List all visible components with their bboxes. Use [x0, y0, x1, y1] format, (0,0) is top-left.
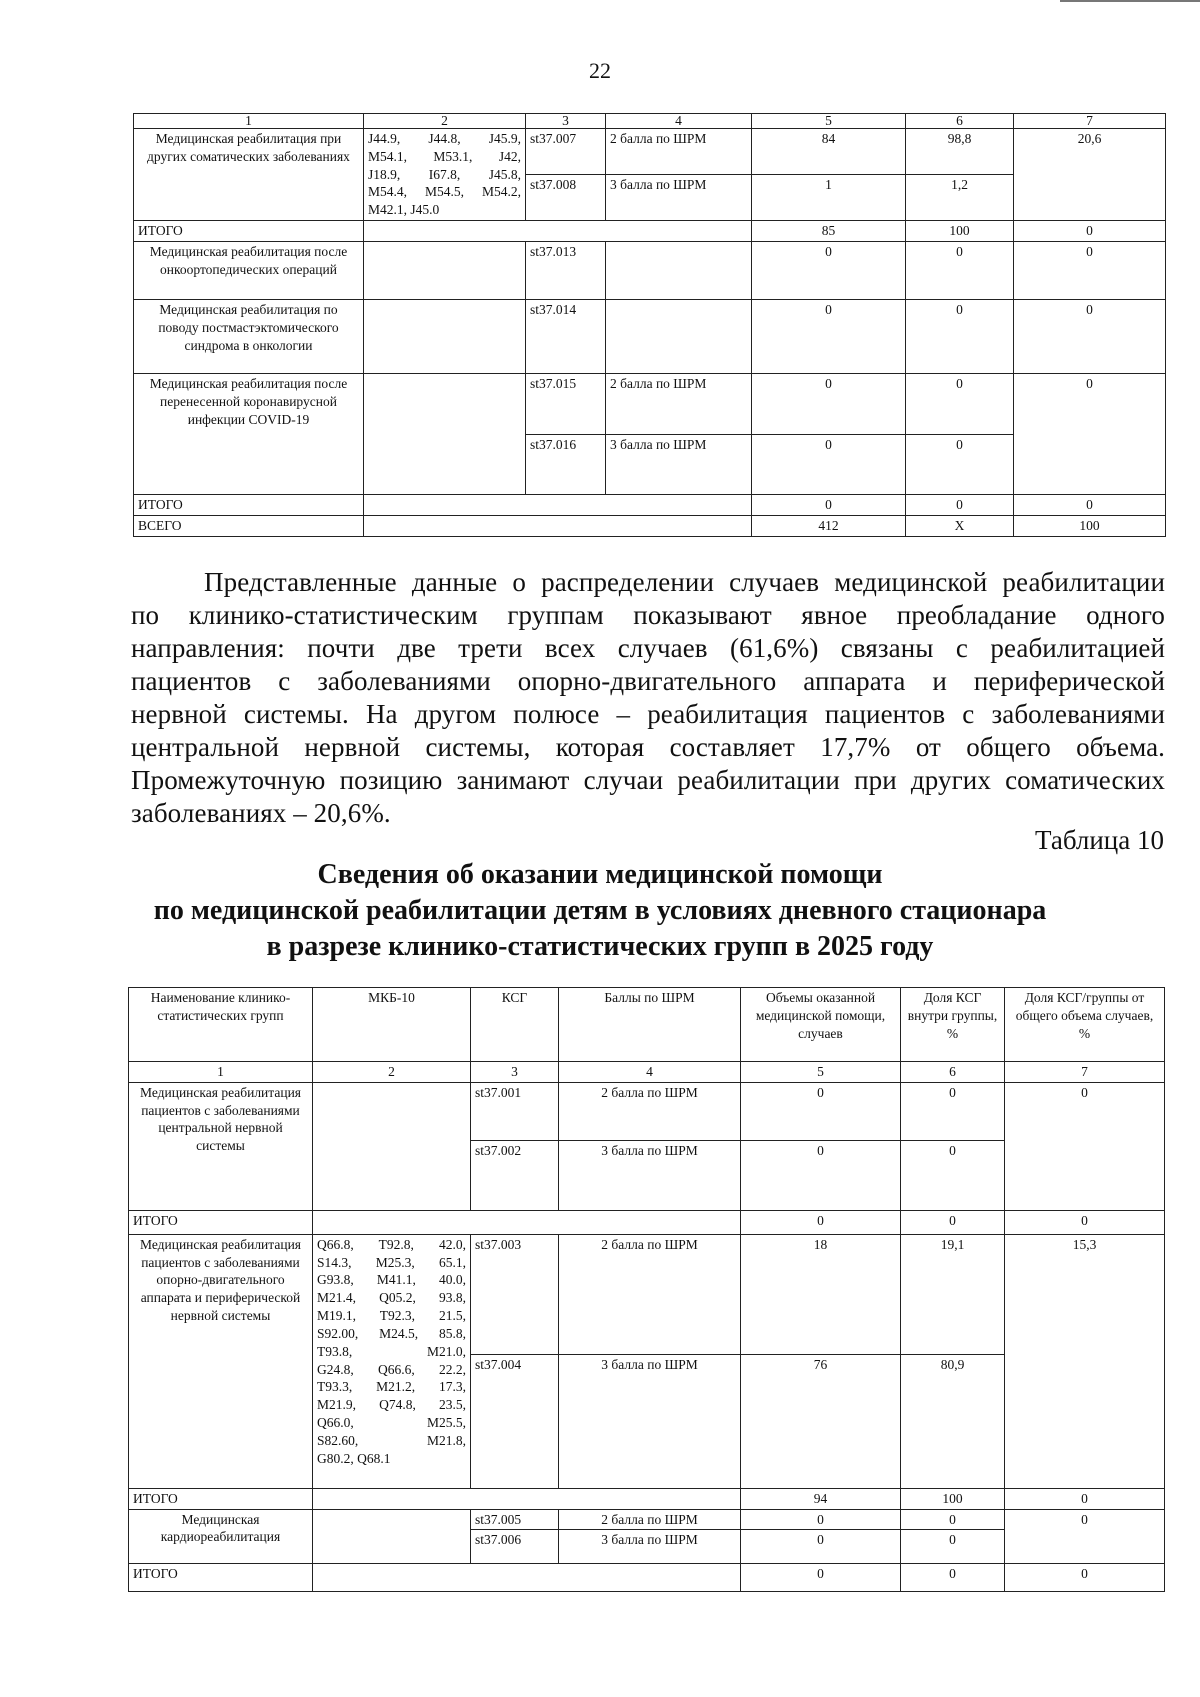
ksg-code: st37.007 — [526, 129, 606, 175]
table-row — [129, 1234, 1165, 1354]
icd-code-line: S14.3, M25.3, 65.1, — [317, 1254, 466, 1270]
cases-count: 76 — [741, 1354, 901, 1488]
empty-cell — [313, 1564, 741, 1592]
icd-code-line: Q66.8, T92.8, 42.0, — [317, 1236, 466, 1252]
itogo-label: ИТОГО — [129, 1210, 313, 1234]
cases-count: 0 — [752, 495, 906, 516]
group-name: Медицинская кардиореабилитация — [129, 1509, 313, 1564]
paragraph-line: центральной нервной системы, которая составляет 17,7% от общего объема. — [131, 732, 1165, 762]
group-share: 0 — [901, 1564, 1005, 1592]
empty-cell — [364, 221, 752, 242]
total-share: 0 — [1014, 374, 1166, 495]
cases-count: 85 — [752, 221, 906, 242]
table-row — [129, 1082, 1165, 1140]
srm-score: 3 балла по ШРМ — [559, 1140, 741, 1210]
itogo-row — [129, 1564, 1165, 1592]
column-number-4: 4 — [559, 1062, 741, 1083]
table-title-line: в разрезе клинико-статистических групп в 2025 году — [266, 931, 934, 962]
icd-codes — [364, 374, 526, 495]
empty-cell — [364, 495, 752, 516]
vsego-row — [134, 515, 1166, 536]
column-number-6: 6 — [906, 114, 1014, 129]
table-title-line: Сведения об оказании медицинской помощи — [317, 859, 883, 890]
paragraph-line: нервной системы. На другом полюсе – реабилитация пациентов с заболеваниями — [131, 699, 1165, 729]
total-share: 0 — [1005, 1509, 1165, 1564]
column-header: Доля КСГ/группы от общего объема случаев, % — [1005, 988, 1165, 1062]
cases-count: 0 — [752, 242, 906, 300]
group-share: 0 — [901, 1509, 1005, 1530]
icd-code-line: G80.2, Q68.1 — [317, 1450, 391, 1466]
group-share: 19,1 — [901, 1234, 1005, 1354]
group-share: 0 — [906, 435, 1014, 495]
icd-codes — [364, 242, 526, 300]
paragraph-line: Представленные данные о распределении случаев медицинской реабилитации — [204, 567, 1165, 597]
icd-code-line: T93.3, M21.2, 17.3, — [317, 1379, 466, 1395]
srm-score: 2 балла по ШРМ — [559, 1509, 741, 1530]
ksg-code: st37.003 — [471, 1234, 559, 1354]
icd-code-line: S92.00, M24.5, 85.8, — [317, 1325, 466, 1341]
cases-count: 0 — [752, 374, 906, 435]
table-row — [129, 1509, 1165, 1530]
table-row — [134, 374, 1166, 435]
empty-cell — [313, 1210, 741, 1234]
icd-code-line: M54.4, M54.5, M54.2, — [368, 184, 521, 200]
group-share: 98,8 — [906, 129, 1014, 175]
column-number-6: 6 — [901, 1062, 1005, 1083]
summary-paragraph — [131, 566, 1165, 830]
ksg-code: st37.004 — [471, 1354, 559, 1488]
ksg-code: st37.006 — [471, 1530, 559, 1564]
cases-count: 1 — [752, 175, 906, 221]
total-share: 15,3 — [1005, 1234, 1165, 1488]
table-label: Таблица 10 — [1035, 825, 1164, 855]
itogo-label: ИТОГО — [134, 495, 364, 516]
icd-code-line: M54.1, M53.1, J42, — [368, 148, 521, 164]
table-continuation — [133, 113, 1166, 537]
icd-codes — [313, 1509, 471, 1564]
group-share: 0 — [901, 1210, 1005, 1234]
group-share: 0 — [906, 300, 1014, 374]
total-share: 0 — [1014, 300, 1166, 374]
column-number-2: 2 — [313, 1062, 471, 1083]
group-name: Медицинская реабилитация пациентов с заболеваниями опорно-двигательного аппарата и периферической нервной системы — [129, 1234, 313, 1488]
table-title-line: по медицинской реабилитации детям в условиях дневного стационара — [153, 895, 1047, 926]
group-name: Медицинская реабилитация при других соматических заболеваниях — [134, 129, 364, 221]
cases-count: 0 — [741, 1140, 901, 1210]
cases-count: 0 — [741, 1509, 901, 1530]
group-share: 0 — [901, 1140, 1005, 1210]
total-share: 100 — [1014, 515, 1166, 536]
itogo-row — [129, 1488, 1165, 1509]
icd-codes — [364, 300, 526, 374]
group-share: 0 — [906, 374, 1014, 435]
column-number-2: 2 — [364, 114, 526, 129]
column-number-5: 5 — [752, 114, 906, 129]
cases-count: 0 — [741, 1210, 901, 1234]
column-header: Объемы оказанной медицинской помощи, случаев — [741, 988, 901, 1062]
ksg-code: st37.016 — [526, 435, 606, 495]
table-row — [134, 129, 1166, 175]
srm-score: 2 балла по ШРМ — [606, 129, 752, 175]
column-number-3: 3 — [471, 1062, 559, 1083]
column-header: Доля КСГ внутри группы, % — [901, 988, 1005, 1062]
icd-code-line: Q66.0, M25.5, — [317, 1414, 466, 1430]
cases-count: 412 — [752, 515, 906, 536]
srm-score — [606, 300, 752, 374]
group-share: 0 — [906, 495, 1014, 516]
itogo-row — [134, 221, 1166, 242]
icd-code-line: G93.8, M41.1, 40.0, — [317, 1272, 466, 1288]
group-share: 0 — [906, 242, 1014, 300]
table-10 — [128, 987, 1165, 1592]
column-header: Баллы по ШРМ — [559, 988, 741, 1062]
paragraph-line: направления: почти две трети всех случаев (61,6%) связаны с реабилитацией — [131, 633, 1165, 663]
group-share: 80,9 — [901, 1354, 1005, 1488]
cases-count: 0 — [752, 435, 906, 495]
table-header-row — [134, 114, 1166, 129]
icd-codes — [364, 129, 526, 221]
ksg-code: st37.015 — [526, 374, 606, 435]
group-share: 0 — [901, 1530, 1005, 1564]
itogo-label: ИТОГО — [129, 1564, 313, 1592]
table-row — [134, 242, 1166, 300]
icd-code-line: M42.1, J45.0 — [368, 202, 440, 218]
group-name: Медицинская реабилитация после онкоортопедических операций — [134, 242, 364, 300]
icd-code-line: J18.9, I67.8, J45.8, — [368, 166, 521, 182]
group-share: 0 — [901, 1082, 1005, 1140]
group-name: Медицинская реабилитация пациентов с заболеваниями центральной нервной системы — [129, 1082, 313, 1210]
group-share: X — [906, 515, 1014, 536]
total-share: 0 — [1005, 1488, 1165, 1509]
column-number-7: 7 — [1014, 114, 1166, 129]
group-share: 100 — [901, 1488, 1005, 1509]
cases-count: 94 — [741, 1488, 901, 1509]
ksg-code: st37.013 — [526, 242, 606, 300]
group-name: Медицинская реабилитация по поводу постмастэктомического синдрома в онкологии — [134, 300, 364, 374]
column-number-1: 1 — [129, 1062, 313, 1083]
icd-code-line: T93.8, M21.0, — [317, 1343, 466, 1359]
itogo-label: ИТОГО — [129, 1488, 313, 1509]
srm-score — [606, 242, 752, 300]
itogo-row — [129, 1210, 1165, 1234]
icd-code-line: J44.9, J44.8, J45.9, — [368, 131, 521, 146]
icd-codes — [313, 1234, 471, 1488]
icd-codes — [313, 1082, 471, 1210]
table-header-row — [129, 988, 1165, 1062]
paragraph-line: пациентов с заболеваниями опорно-двигательного аппарата и периферической — [131, 666, 1165, 696]
srm-score: 3 балла по ШРМ — [559, 1530, 741, 1564]
cases-count: 18 — [741, 1234, 901, 1354]
column-number-5: 5 — [741, 1062, 901, 1083]
icd-code-line: S82.60, M21.8, — [317, 1432, 466, 1448]
srm-score: 3 балла по ШРМ — [606, 435, 752, 495]
empty-cell — [313, 1488, 741, 1509]
total-share: 0 — [1014, 221, 1166, 242]
ksg-code: st37.002 — [471, 1140, 559, 1210]
cases-count: 0 — [741, 1530, 901, 1564]
ksg-code: st37.014 — [526, 300, 606, 374]
group-share: 1,2 — [906, 175, 1014, 221]
empty-cell — [364, 515, 752, 536]
cases-count: 0 — [752, 300, 906, 374]
total-share: 0 — [1005, 1564, 1165, 1592]
srm-score: 2 балла по ШРМ — [559, 1234, 741, 1354]
column-numbers-row — [129, 1062, 1165, 1083]
page-number: 22 — [589, 58, 611, 83]
column-header: Наименование клинико-статистических групп — [129, 988, 313, 1062]
ksg-code: st37.001 — [471, 1082, 559, 1140]
scan-edge-mark — [1060, 0, 1200, 2]
srm-score: 2 балла по ШРМ — [559, 1082, 741, 1140]
column-number-7: 7 — [1005, 1062, 1165, 1083]
paragraph-line: по клинико-статистическим группам показывают явное преобладание одного — [131, 600, 1165, 630]
group-name: Медицинская реабилитация после перенесенной коронавирусной инфекции COVID-19 — [134, 374, 364, 495]
paragraph-line: Промежуточную позицию занимают случаи реабилитации при других соматических — [131, 765, 1165, 795]
icd-code-line: M19.1, T92.3, 21.5, — [317, 1308, 466, 1324]
ksg-code: st37.008 — [526, 175, 606, 221]
vsego-label: ВСЕГО — [134, 515, 364, 536]
column-number-3: 3 — [526, 114, 606, 129]
column-header: КСГ — [471, 988, 559, 1062]
icd-code-line: M21.9, Q74.8, 23.5, — [317, 1397, 466, 1413]
total-share: 0 — [1014, 242, 1166, 300]
srm-score: 2 балла по ШРМ — [606, 374, 752, 435]
cases-count: 0 — [741, 1082, 901, 1140]
column-header: МКБ-10 — [313, 988, 471, 1062]
ksg-code: st37.005 — [471, 1509, 559, 1530]
cases-count: 0 — [741, 1564, 901, 1592]
column-number-4: 4 — [606, 114, 752, 129]
table-row — [134, 300, 1166, 374]
total-share: 0 — [1005, 1210, 1165, 1234]
icd-code-line: M21.4, Q05.2, 93.8, — [317, 1290, 466, 1306]
total-share: 0 — [1014, 495, 1166, 516]
srm-score: 3 балла по ШРМ — [559, 1354, 741, 1488]
group-share: 100 — [906, 221, 1014, 242]
paragraph-line: заболеваниях – 20,6%. — [131, 798, 391, 828]
icd-code-line: G24.8, Q66.6, 22.2, — [317, 1361, 466, 1377]
itogo-label: ИТОГО — [134, 221, 364, 242]
cases-count: 84 — [752, 129, 906, 175]
total-share: 0 — [1005, 1082, 1165, 1210]
srm-score: 3 балла по ШРМ — [606, 175, 752, 221]
itogo-row — [134, 495, 1166, 516]
column-number-1: 1 — [134, 114, 364, 129]
total-share: 20,6 — [1014, 129, 1166, 221]
